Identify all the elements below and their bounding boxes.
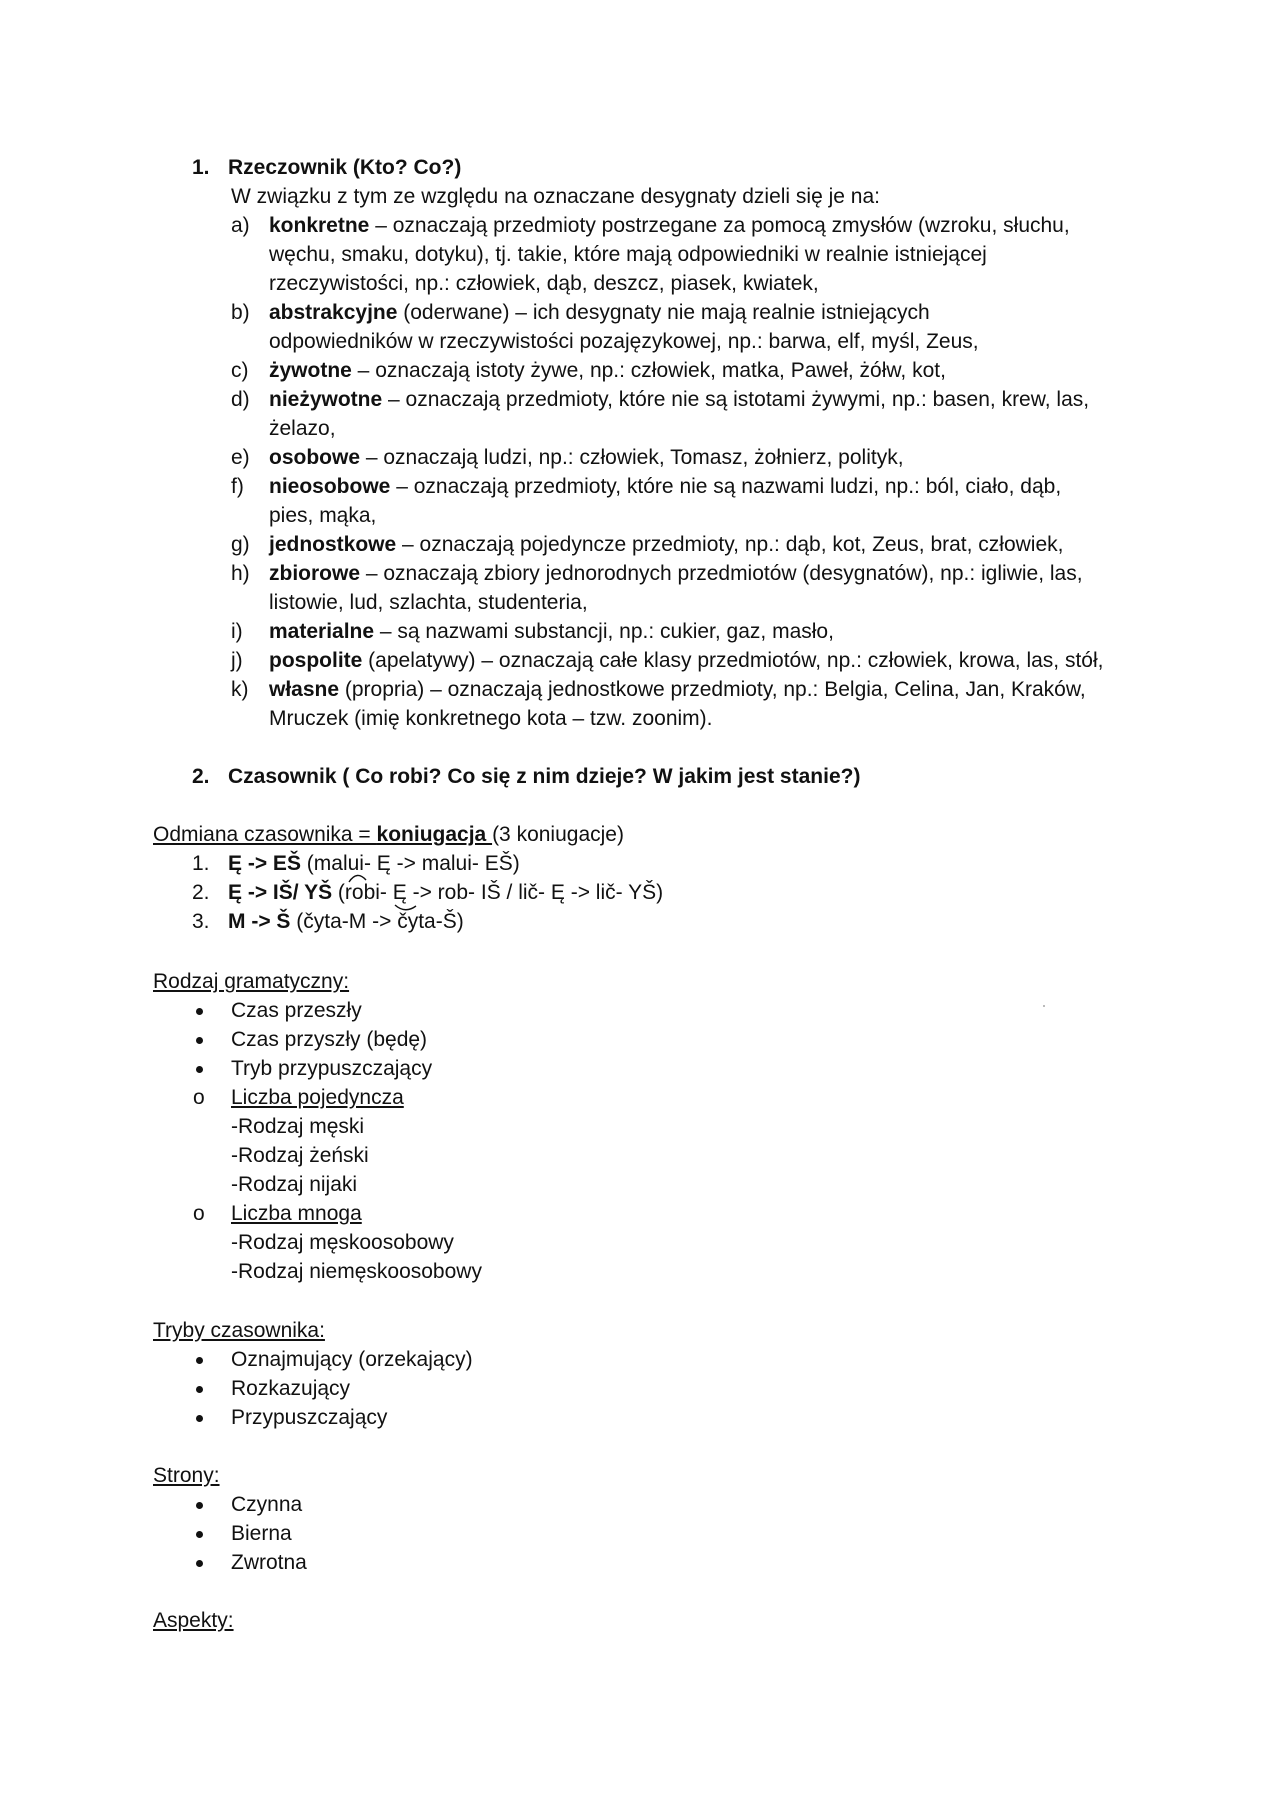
- term: nieżywotne: [269, 388, 383, 411]
- list-item-text: [269, 562, 1083, 585]
- bullet-icon: [196, 1357, 203, 1364]
- list-marker: d): [231, 388, 250, 411]
- term: abstrakcyjne: [269, 301, 398, 324]
- list-item-text: [269, 301, 930, 324]
- list-marker: f): [231, 475, 244, 498]
- plural-heading: Liczba mnoga: [231, 1202, 362, 1225]
- conjugation-line: Odmiana czasownika = koniugacja (3 koniugacje): [153, 823, 624, 846]
- conjugation-row: 1. Ę -> EŠ (malui- Ę -> malui- EŠ): [192, 852, 520, 875]
- bullet-icon: [196, 1415, 203, 1422]
- list-item-continuation: Mruczek (imię konkretnego kota – tzw. zoonim).: [269, 707, 713, 730]
- list-marker: k): [231, 678, 249, 701]
- definition: – oznaczają istoty żywe, np.: człowiek, matka, Paweł, żółw, kot,: [351, 359, 946, 382]
- term: własne: [269, 678, 340, 701]
- definition: – oznaczają zbiory jednorodnych przedmiotów (desygnatów), np.: igliwie, las,: [360, 562, 1083, 585]
- definition: (propria) – oznaczają jednostkowe przedmioty, np.: Belgia, Celina, Jan, Kraków,: [339, 678, 1086, 701]
- term: jednostkowe: [269, 533, 397, 556]
- list-item-continuation: rzeczywistości, np.: człowiek, dąb, deszcz, piasek, kwiatek,: [269, 272, 819, 295]
- list-marker: a): [231, 214, 250, 237]
- section-1-intro: W związku z tym ze względu na oznaczane desygnaty dzieli się je na:: [231, 185, 880, 208]
- list-marker: e): [231, 446, 250, 469]
- term: konkretne: [269, 214, 370, 237]
- bullet-icon: [196, 1008, 203, 1015]
- bullet-item: Przypuszczający: [231, 1406, 388, 1429]
- definition: (apelatywy) – oznaczają całe klasy przedmiotów, np.: człowiek, krowa, las, stół,: [362, 649, 1104, 672]
- stray-mark: [1043, 1005, 1045, 1007]
- list-item: -Rodzaj niemęskoosobowy: [231, 1260, 482, 1283]
- circle-bullet-icon: o: [193, 1086, 205, 1109]
- gender-heading: Rodzaj gramatyczny:: [153, 970, 350, 993]
- list-item-text: [269, 214, 1070, 237]
- term: nieosobowe: [269, 475, 391, 498]
- term: żywotne: [269, 359, 352, 382]
- list-item-text: [269, 446, 904, 469]
- conjugation-row: 3. M -> Š (čyta-M -> čyta-Š): [192, 910, 464, 933]
- bullet-icon: [196, 1066, 203, 1073]
- definition: – oznaczają przedmioty, które nie są istotami żywymi, np.: basen, krew, las,: [382, 388, 1090, 411]
- term: osobowe: [269, 446, 361, 469]
- list-item-continuation: listowie, lud, szlachta, studenteria,: [269, 591, 588, 614]
- bullet-item: Tryb przypuszczający: [231, 1057, 433, 1080]
- bullet-icon: [196, 1502, 203, 1509]
- term: pospolite: [269, 649, 363, 672]
- list-item: -Rodzaj żeński: [231, 1144, 369, 1167]
- singular-heading: Liczba pojedyncza: [231, 1086, 404, 1109]
- bullet-item: Zwrotna: [231, 1551, 307, 1574]
- bullet-icon: [196, 1531, 203, 1538]
- list-marker: j): [231, 649, 243, 672]
- section-2-heading: 2. Czasownik ( Co robi? Co się z nim dzieje? W jakim jest stanie?): [192, 765, 861, 788]
- list-marker: g): [231, 533, 250, 556]
- list-item-text: [269, 533, 1064, 556]
- list-item: [231, 213, 1070, 239]
- definition: – oznaczają pojedyncze przedmioty, np.: dąb, kot, Zeus, brat, człowiek,: [396, 533, 1064, 556]
- bullet-item: Rozkazujący: [231, 1377, 351, 1400]
- definition: – oznaczają przedmioty, które nie są nazwami ludzi, np.: ból, ciało, dąb,: [390, 475, 1062, 498]
- list-item-text: [269, 649, 1104, 672]
- list-item-continuation: węchu, smaku, dotyku), tj. takie, które mają odpowiedniki w realnie istniejącej: [269, 243, 987, 266]
- list-item: [231, 358, 946, 384]
- list-item-continuation: żelazo,: [269, 417, 336, 440]
- list-item: [231, 300, 930, 326]
- bullet-icon: [196, 1386, 203, 1393]
- list-marker: c): [231, 359, 249, 382]
- bullet-item: Oznajmujący (orzekający): [231, 1348, 473, 1371]
- list-item: [231, 532, 1064, 558]
- list-item-continuation: pies, mąka,: [269, 504, 377, 527]
- definition: – oznaczają ludzi, np.: człowiek, Tomasz, żołnierz, polityk,: [360, 446, 904, 469]
- bullet-item: Czas przeszły: [231, 999, 362, 1022]
- list-marker: i): [231, 620, 243, 643]
- list-item: -Rodzaj męskoosobowy: [231, 1231, 454, 1254]
- list-item-text: [269, 359, 946, 382]
- list-item: [231, 677, 1086, 703]
- list-item-text: [269, 388, 1089, 411]
- definition: (oderwane) – ich desygnaty nie mają realnie istniejących: [397, 301, 930, 324]
- list-marker: h): [231, 562, 250, 585]
- bullet-item: Czynna: [231, 1493, 303, 1516]
- list-item: [231, 445, 904, 471]
- definition: – są nazwami substancji, np.: cukier, gaz, masło,: [374, 620, 834, 643]
- moods-heading: Tryby czasownika:: [153, 1319, 325, 1342]
- list-item: [231, 474, 1061, 500]
- list-item: [231, 387, 1089, 413]
- term: zbiorowe: [269, 562, 361, 585]
- aspects-heading: Aspekty:: [153, 1609, 234, 1632]
- list-item: [231, 619, 834, 645]
- bullet-item: Bierna: [231, 1522, 292, 1545]
- conjugation-row: 2. Ę -> IŠ/ YŠ (robi- Ę -> rob- IŠ / lič- Ę -> lič- YŠ): [192, 881, 664, 904]
- list-item: [231, 648, 1104, 674]
- bullet-item: Czas przyszły (będę): [231, 1028, 428, 1051]
- list-item-text: [269, 475, 1061, 498]
- list-item-continuation: odpowiedników w rzeczywistości pozajęzykowej, np.: barwa, elf, myśl, Zeus,: [269, 330, 979, 353]
- list-item-text: [269, 620, 834, 643]
- definition: – oznaczają przedmioty postrzegane za pomocą zmysłów (wzroku, słuchu,: [369, 214, 1070, 237]
- bullet-icon: [196, 1037, 203, 1044]
- bullet-icon: [196, 1560, 203, 1567]
- voices-heading: Strony:: [153, 1464, 220, 1487]
- list-item-text: [269, 678, 1086, 701]
- term: materialne: [269, 620, 375, 643]
- section-1-heading: 1. Rzeczownik (Kto? Co?): [192, 156, 462, 179]
- list-item: [231, 561, 1083, 587]
- list-item: -Rodzaj męski: [231, 1115, 365, 1138]
- circle-bullet-icon: o: [193, 1202, 205, 1225]
- list-item: -Rodzaj nijaki: [231, 1173, 358, 1196]
- list-marker: b): [231, 301, 250, 324]
